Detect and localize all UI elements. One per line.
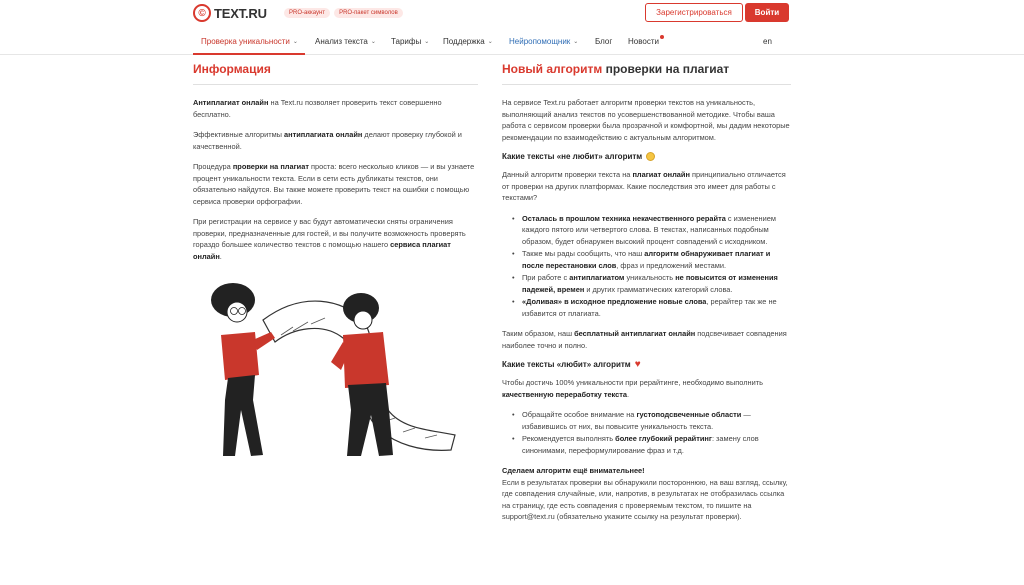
text: Таким образом, наш [502,329,575,338]
nav-item-label: Новости [628,37,659,46]
chevron-down-icon: ⌄ [370,39,376,45]
algorithm-intro: На сервисе Text.ru работает алгоритм проверки текстов на уникальность, выполняющий анализ текстов по усовершенствованной методике. Чтобы ваша работа с сервисом проверки была прозрачной и комфортной, мы дадим некоторые рекомендации по взаимодействию с актуальным алгоритмом. [502,98,790,142]
pro-chars-badge[interactable]: PRO-пакет символов [334,8,403,18]
nav-item-label: Поддержка [443,37,485,46]
text: уникальность [624,273,676,282]
like-paragraph [502,377,791,400]
info-paragraph [193,161,478,207]
main-nav [0,28,1024,55]
heading-text: Какие тексты «любит» алгоритм [502,360,631,369]
bold-text: антиплагиатом [569,273,625,282]
illustration-two-people-reading-scroll [193,280,463,475]
smile-emoji-icon [646,152,655,161]
list-item [512,248,791,271]
info-paragraph [193,216,478,262]
info-title: Информация [193,62,478,85]
text: Рекомендуется выполнять [522,434,616,443]
text: Эффективные алгоритмы [193,130,285,139]
text: , рерайтер так же не избавится от плагиата. [522,297,777,318]
person-left [211,283,275,456]
info-paragraph [193,129,478,152]
list-item [512,409,791,432]
title-dark: проверки на плагиат [602,62,730,76]
bold-text: бесплатный антиплагиат онлайн [574,329,696,338]
info-column [193,62,478,271]
text: проста: всего несколько кликов — и вы узнаете процент уникальности текста. Если в сети есть дубликаты текстов, они обязательно найдутся. Вы также можете проверить текст на ошибки с помощью сервиса проверки орфографии. [193,162,475,206]
bold-text: плагиат онлайн [632,170,690,179]
nav-item-text-analysis[interactable] [315,37,376,46]
news-dot-icon [660,35,664,39]
bold-text: качественную переработку текста [502,389,627,399]
text: принципиально отличается от проверки на других платформах. Какие последствия это имеет для работы с текстами? [502,170,786,202]
chevron-down-icon: ⌄ [424,39,430,45]
bold-text: «Доливая» в исходное предложение новые слова [522,297,707,306]
chevron-down-icon: ⌄ [292,39,298,45]
nav-item-support[interactable] [443,37,493,46]
dislike-heading [502,152,791,161]
heading-text: Какие тексты «не любит» алгоритм [502,152,643,161]
nav-item-label: Проверка уникальности [201,37,290,46]
bold-text: Сделаем алгоритм ещё внимательнее! [502,466,645,475]
bold-text: антиплагиата онлайн [284,130,363,139]
bold-text: более глубокий рерайтинг [615,434,712,443]
logo-mark-icon: © [193,4,211,22]
text: Чтобы достичь 100% уникальности при рерайтинге, необходимо выполнить [502,378,763,387]
text: Если в результатах проверки вы обнаружили постороннюю, на ваш взгляд, ссылку, где совпадения случайные, или, напротив, в результатах не отобразилась ссылка на страницу, где есть совпадения с проверяемым текстом, то пишите на support@text.ru (обязательно укажите ссылку на результат проверки). [502,477,788,521]
text: Данный алгоритм проверки текста на [502,170,633,179]
text: с изменением каждого пятого или четвертого слова. В текстах, написанных подобным образом, будет обнаружен высокий процент совпадений с исходником. [522,213,776,246]
summary-paragraph [502,328,791,351]
bold-text: Антиплагиат онлайн [193,98,269,107]
pro-account-badge[interactable]: PRO-аккаунт [284,8,330,18]
nav-item-label: Анализ текста [315,37,368,46]
list-item [512,433,791,456]
nav-item-label: Тарифы [391,37,422,46]
text: При работе с [522,273,570,282]
language-switch[interactable] [763,37,772,46]
bold-text: алгоритм обнаруживает плагиат и после перестановки слов [522,249,771,270]
list-item [512,296,791,319]
logo-text: TEXT.RU [214,5,267,21]
logo[interactable] [193,4,267,22]
algorithm-column [502,62,791,532]
like-list [512,409,791,456]
algorithm-title [502,62,791,85]
dislike-list [512,213,791,320]
text: . [219,251,222,261]
title-red: Новый алгоритм [502,62,603,76]
text: и других грамматических категорий слова. [584,284,733,294]
bold-text: не повысится от изменения падежей, времен [522,273,778,294]
info-paragraph [193,97,478,120]
text: . [627,389,630,399]
bold-text: Осталась в прошлом техника некачественного рерайта [522,213,726,223]
heart-icon: ♥ [634,358,641,370]
pro-badges [284,8,403,18]
nav-item-tariffs[interactable] [391,37,429,46]
text: делают проверку глубокой и качественной. [193,130,462,151]
chevron-down-icon: ⌄ [573,39,579,45]
bold-text: густоподсвеченные области [636,410,742,419]
text: : замену слов синонимами, переформулирование фраз и т.д. [522,434,759,455]
text: на Text.ru позволяет проверить текст совершенно бесплатно. [193,98,442,119]
nav-item-label: Блог [595,37,613,46]
login-button[interactable]: Войти [745,3,789,22]
nav-item-uniqueness[interactable] [201,37,298,46]
chevron-down-icon: ⌄ [487,39,493,45]
nav-item-news[interactable] [628,37,659,46]
text: Обращайте особое внимание на [522,410,637,419]
text: Также мы рады сообщить, что наш [522,249,645,258]
text: Процедура [193,162,233,171]
register-button[interactable]: Зарегистрироваться [645,3,743,22]
top-bar [0,0,1024,28]
nav-item-neuro-assistant[interactable] [509,37,578,46]
dislike-paragraph [502,169,791,204]
bold-text: проверки на плагиат [232,162,309,171]
text: подсвечивает совпадения наиболее точно и полно. [502,329,787,350]
bold-text: сервиса плагиат онлайн [193,240,451,261]
language-label: en [763,37,772,46]
text: При регистрации на сервисе у вас будут автоматически сняты ограничения проверки, предназначенные для гостей, и вы получите возможность проверять гораздо большее количество текстов с помощью нашего [193,217,466,249]
text: — избавившись от них, вы повысите уникальность текста. [522,410,751,431]
like-heading [502,360,791,369]
nav-item-blog[interactable] [595,37,612,46]
nav-item-label: Нейропомощник [509,37,571,46]
nav-active-underline [193,53,305,55]
list-item [512,213,791,248]
final-paragraph [502,465,791,523]
text: , фраз и предложений местами. [616,260,727,270]
list-item [512,272,791,295]
